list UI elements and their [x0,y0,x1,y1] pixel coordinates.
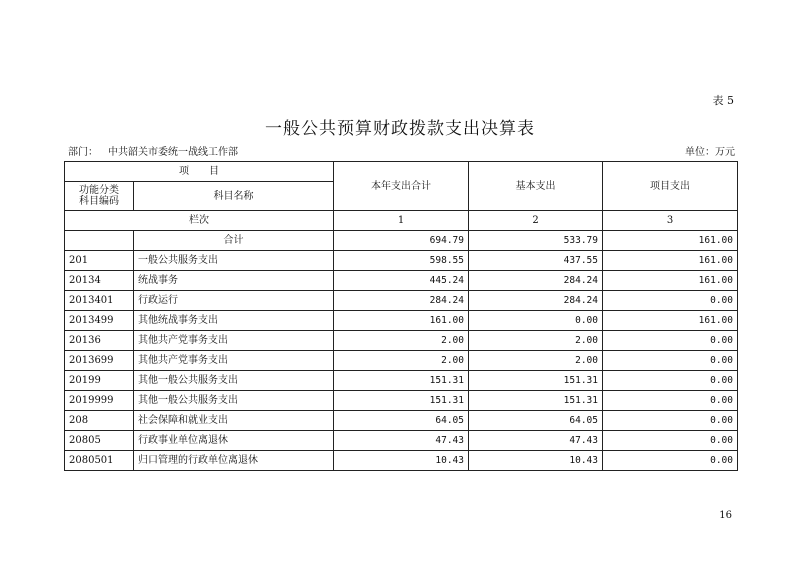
cell-name: 一般公共服务支出 [134,251,334,271]
cell-name: 其他一般公共服务支出 [134,371,334,391]
header-total: 本年支出合计 [334,162,469,211]
table-row [65,431,738,451]
department-line [68,143,238,158]
cell-code: 201 [65,251,134,271]
cell-basic: 284.24 [469,271,603,291]
cell-project: 161.00 [603,271,738,291]
cell-project: 0.00 [603,391,738,411]
cell-code [65,231,134,251]
index-2: 2 [469,211,603,231]
table-row [65,251,738,271]
expenditure-table [64,161,738,471]
cell-code: 208 [65,411,134,431]
cell-total: 2.00 [334,331,469,351]
cell-total: 47.43 [334,431,469,451]
cell-basic: 2.00 [469,331,603,351]
cell-basic: 47.43 [469,431,603,451]
cell-project: 0.00 [603,451,738,471]
cell-total: 151.31 [334,371,469,391]
cell-name: 其他一般公共服务支出 [134,391,334,411]
header-func-code [65,182,134,211]
cell-name: 行政事业单位离退休 [134,431,334,451]
cell-basic: 533.79 [469,231,603,251]
cell-code: 20805 [65,431,134,451]
table-row [65,351,738,371]
cell-name: 合计 [134,231,334,251]
cell-total: 2.00 [334,351,469,371]
header-func-code-line1: 功能分类 [79,185,119,196]
header-func-code-line2: 科目编码 [79,196,119,207]
cell-project: 0.00 [603,291,738,311]
table-row [65,391,738,411]
cell-name: 社会保障和就业支出 [134,411,334,431]
cell-project: 161.00 [603,251,738,271]
table-row [65,271,738,291]
cell-total: 64.05 [334,411,469,431]
cell-project: 161.00 [603,231,738,251]
cell-total: 284.24 [334,291,469,311]
cell-basic: 437.55 [469,251,603,271]
cell-basic: 0.00 [469,311,603,331]
cell-code: 20136 [65,331,134,351]
header-subject-name: 科目名称 [134,182,334,211]
cell-basic: 151.31 [469,371,603,391]
cell-name: 其他共产党事务支出 [134,331,334,351]
table-number: 表 5 [712,94,734,107]
cell-project: 161.00 [603,311,738,331]
department-name: 中共韶关市委统一战线工作部 [108,147,238,158]
report-title: 一般公共预算财政拨款支出决算表 [265,119,535,139]
cell-basic: 2.00 [469,351,603,371]
cell-code: 2013499 [65,311,134,331]
cell-code: 2013401 [65,291,134,311]
index-label: 栏次 [65,211,334,231]
index-row [65,211,738,231]
table-row [65,371,738,391]
index-3: 3 [603,211,738,231]
cell-name: 其他共产党事务支出 [134,351,334,371]
department-label: 部门： [68,147,98,158]
index-1: 1 [334,211,469,231]
cell-name: 统战事务 [134,271,334,291]
cell-code: 2080501 [65,451,134,471]
cell-project: 0.00 [603,331,738,351]
cell-code: 20134 [65,271,134,291]
cell-name: 归口管理的行政单位离退休 [134,451,334,471]
header-basic: 基本支出 [469,162,603,211]
table-row [65,451,738,471]
cell-project: 0.00 [603,411,738,431]
header-item: 项 目 [65,162,334,182]
cell-project: 0.00 [603,371,738,391]
cell-total: 694.79 [334,231,469,251]
cell-total: 161.00 [334,311,469,331]
cell-code: 2019999 [65,391,134,411]
cell-project: 0.00 [603,351,738,371]
table-row [65,311,738,331]
table-row [65,331,738,351]
unit-label: 单位：万元 [685,147,735,158]
table-row [65,411,738,431]
cell-total: 445.24 [334,271,469,291]
cell-name: 行政运行 [134,291,334,311]
table-body [65,162,738,471]
cell-project: 0.00 [603,431,738,451]
cell-total: 151.31 [334,391,469,411]
header-row-1 [65,162,738,182]
cell-total: 598.55 [334,251,469,271]
cell-basic: 10.43 [469,451,603,471]
cell-name: 其他统战事务支出 [134,311,334,331]
header-project: 项目支出 [603,162,738,211]
cell-basic: 64.05 [469,411,603,431]
cell-total: 10.43 [334,451,469,471]
cell-code: 2013699 [65,351,134,371]
table-row [65,291,738,311]
cell-basic: 151.31 [469,391,603,411]
total-row [65,231,738,251]
cell-code: 20199 [65,371,134,391]
page-number: 16 [719,510,732,521]
cell-basic: 284.24 [469,291,603,311]
